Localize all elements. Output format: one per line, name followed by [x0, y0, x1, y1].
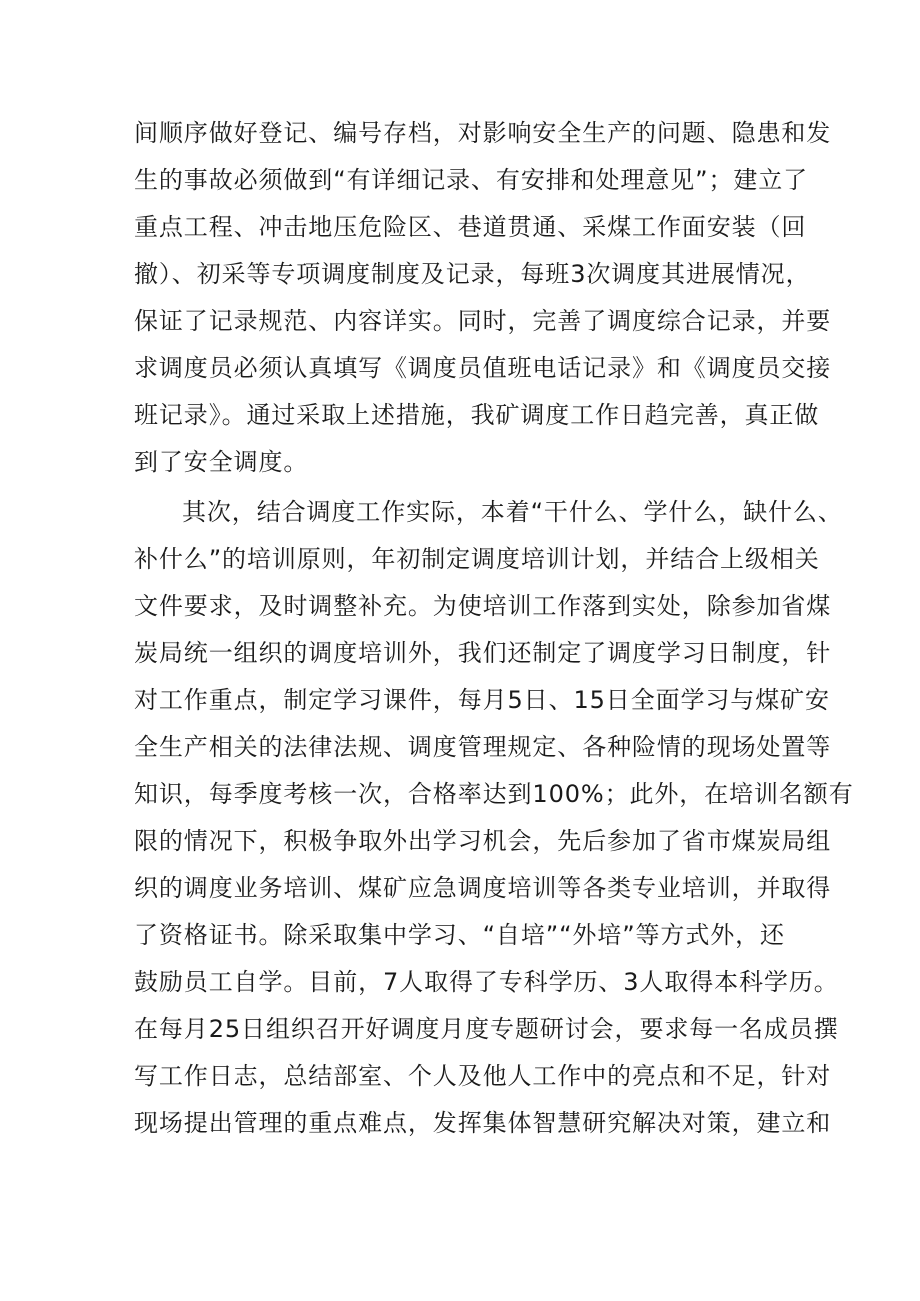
- text-line: 保证了记录规范、内容详实。同时，完善了调度综合记录，并要: [134, 307, 832, 335]
- text-line: 对工作重点，制定学习课件，每月5日、15日全面学习与煤矿安: [134, 686, 830, 714]
- text-line: 生的事故必须做到“有详细记录、有安排和处理意见”；建立了: [134, 166, 809, 194]
- text-line: 间顺序做好登记、编号存档，对影响安全生产的问题、隐患和发: [134, 119, 832, 147]
- text-line: 补什么”的培训原则，年初制定调度培训计划，并结合上级相关: [134, 545, 820, 573]
- text-line: 写工作日志，总结部室、个人及他人工作中的亮点和不足，针对: [134, 1062, 832, 1090]
- text-line: 重点工程、冲击地压危险区、巷道贯通、采煤工作面安装（回: [134, 213, 807, 241]
- text-line: 全生产相关的法律法规、调度管理规定、各种险情的现场处置等: [134, 733, 832, 761]
- text-line: 其次，结合调度工作实际，本着“干什么、学什么，缺什么、: [182, 498, 843, 526]
- text-line: 到了安全调度。: [134, 448, 309, 476]
- text-line: 知识，每季度考核一次，合格率达到100%；此外，在培训名额有: [134, 780, 854, 808]
- text-line: 炭局统一组织的调度培训外，我们还制定了调度学习日制度，针: [134, 639, 832, 667]
- text-line: 鼓励员工自学。目前，7人取得了专科学历、3人取得本科学历。: [134, 968, 839, 996]
- text-line: 在每月25日组织召开好调度月度专题研讨会，要求每一名成员撰: [134, 1015, 839, 1043]
- text-line: 现场提出管理的重点难点，发挥集体智慧研究解决对策，建立和: [134, 1109, 832, 1137]
- text-line: 文件要求，及时调整补充。为使培训工作落到实处，除参加省煤: [134, 592, 832, 620]
- text-line: 班记录》。通过采取上述措施，我矿调度工作日趋完善，真正做: [134, 401, 820, 429]
- text-line: 了资格证书。除采取集中学习、“自培”“外培”等方式外，还: [134, 921, 785, 949]
- text-line: 织的调度业务培训、煤矿应急调度培训等各类专业培训，并取得: [134, 874, 832, 902]
- text-line: 限的情况下，积极争取外出学习机会，先后参加了省市煤炭局组: [134, 827, 832, 855]
- text-line: 求调度员必须认真填写《调度员值班电话记录》和《调度员交接: [134, 354, 832, 382]
- text-line: 撤）、初采等专项调度制度及记录，每班3次调度其进展情况，: [134, 260, 811, 288]
